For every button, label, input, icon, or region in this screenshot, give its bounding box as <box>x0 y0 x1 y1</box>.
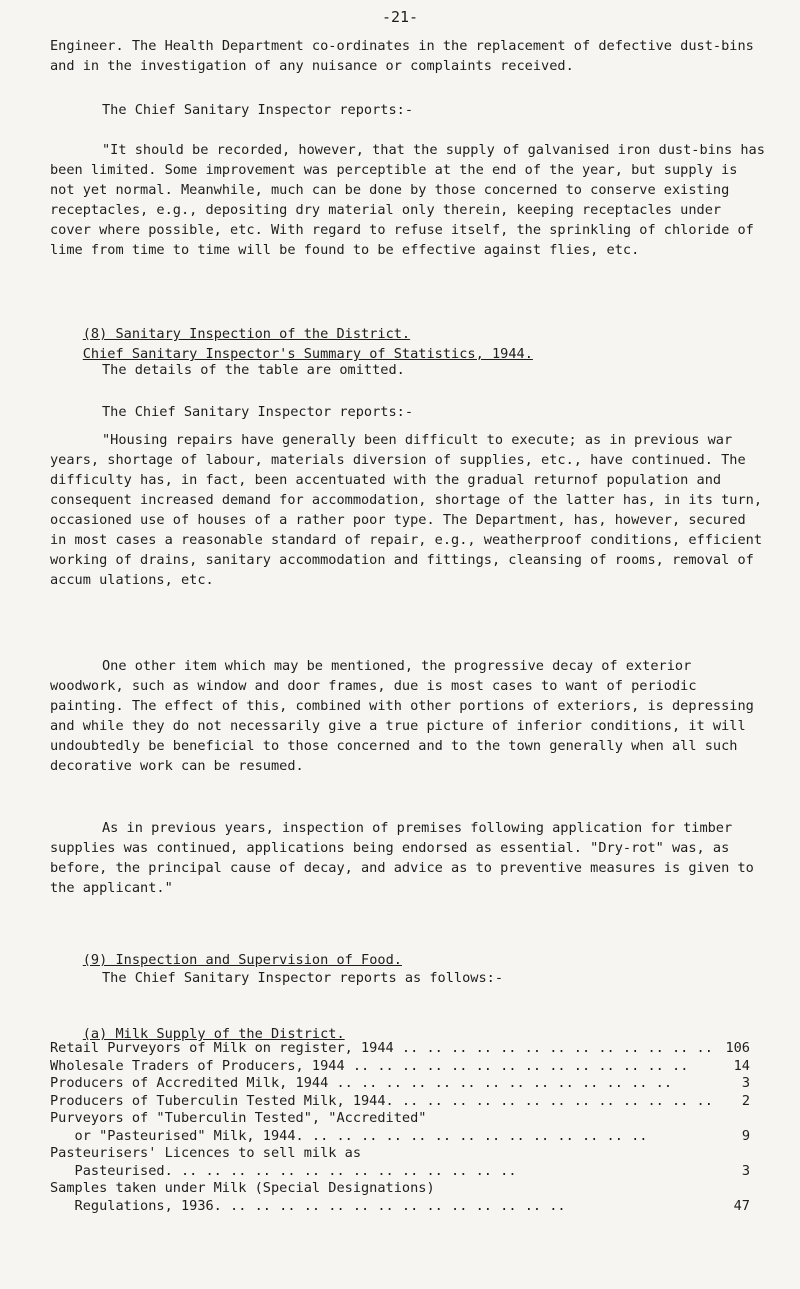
table-row <box>50 1163 750 1181</box>
milk-statistics-table <box>50 1040 750 1215</box>
row-label: Wholesale Traders of Producers, 1944 .. .. <box>50 1058 710 1076</box>
table-row <box>50 1145 750 1163</box>
row-value: 3 <box>741 1075 750 1091</box>
row-value: 47 <box>733 1197 750 1214</box>
page-number: -21- <box>381 8 419 26</box>
row-label: Producers of Tuberculin Tested Milk, 1944. .. .. <box>50 1093 710 1111</box>
section-heading: (9) Inspection and Supervision of Food. <box>82 952 402 968</box>
row-value: 2 <box>741 1092 750 1109</box>
row-value: 3 <box>741 1162 750 1179</box>
row-value: 14 <box>733 1057 750 1074</box>
report-intro: The Chief Sanitary Inspector reports as follows:- <box>102 970 504 986</box>
report-intro: The Chief Sanitary Inspector reports:- <box>102 404 413 420</box>
row-label: Pasteurisers' Licences to sell milk as <box>50 1145 361 1161</box>
report-intro: The Chief Sanitary Inspector reports:- <box>102 102 413 118</box>
quote-housing: "Housing repairs have generally been difficult to execute; as in previous war years, shortage of labour, materials diversion of supplies, etc., have continued. The difficulty has, in fact, been accentuated with the gradual returnof population and consequent increased demand for accommodation, shortage of the latter has, in its turn, occasioned use of houses of a rather poor type. The Department, has, however, secured in most cases a reasonable standard of repair, e.g., weatherproof conditions, efficient working of drains, sanitary accommodation and fittings, cleansing of rooms, removal of accum ulations, etc. <box>50 432 771 588</box>
table-omitted-note: The details of the table are omitted. <box>102 362 405 378</box>
row-label: Samples taken under Milk (Special Designations) <box>50 1180 435 1196</box>
row-label: Retail Purveyors of Milk on register, 1944 .. .. <box>50 1040 710 1058</box>
row-label: or "Pasteurised" Milk, 1944. .. .. <box>50 1128 710 1146</box>
table-row <box>50 1198 750 1216</box>
table-row <box>50 1180 750 1198</box>
quote-woodwork: One other item which may be mentioned, the progressive decay of exterior woodwork, such as window and door frames, due is most cases to want of periodic painting. The effect of this, combined with other portions of exteriors, is depressing and while they do not necessarily give a true picture of inferior conditions, it will undoubtedly be beneficial to those concerned and to the town generally when all such decorative work can be resumed. <box>50 658 763 774</box>
row-label: Purveyors of "Tuberculin Tested", "Accredited" <box>50 1110 427 1126</box>
subheading: Chief Sanitary Inspector's Summary of Statistics, 1944. <box>82 346 533 362</box>
table-row <box>50 1040 750 1058</box>
paragraph-engineer: Engineer. The Health Department co-ordinates in the replacement of defective dust-bins and in the investigation of any nuisance or complaints received. <box>50 38 763 74</box>
row-label: Regulations, 1936. .. .. <box>50 1198 710 1216</box>
table-row <box>50 1110 750 1128</box>
subheading: (a) Milk Supply of the District. <box>82 1026 345 1042</box>
quote-timber: As in previous years, inspection of premises following application for timber supplies was continued, applications being endorsed as essential. "Dry-rot" was, as before, the principal cause of decay, and advice as to preventive measures is given to the applicant." <box>50 820 763 896</box>
row-value: 106 <box>725 1040 750 1056</box>
quote-dustbins: "It should be recorded, however, that the supply of galvanised iron dust-bins has been limited. Some improvement was perceptible at the end of the year, but supply is not yet normal. Meanwhile, much can be done by those concerned to conserve existing receptacles, e.g., depositing dry material only therein, keeping receptacles under cover where possible, etc. With regard to refuse itself, the sprinkling of chloride of lime from time to time will be found to be effective against flies, etc. <box>50 142 774 258</box>
row-label: Producers of Accredited Milk, 1944 .. .. <box>50 1075 710 1093</box>
section-heading: (8) Sanitary Inspection of the District. <box>82 326 411 342</box>
row-label: Pasteurised. .. .. <box>50 1163 710 1181</box>
table-row <box>50 1058 750 1076</box>
table-row <box>50 1075 750 1093</box>
table-row <box>50 1093 750 1111</box>
row-value: 9 <box>741 1127 750 1144</box>
table-row <box>50 1128 750 1146</box>
